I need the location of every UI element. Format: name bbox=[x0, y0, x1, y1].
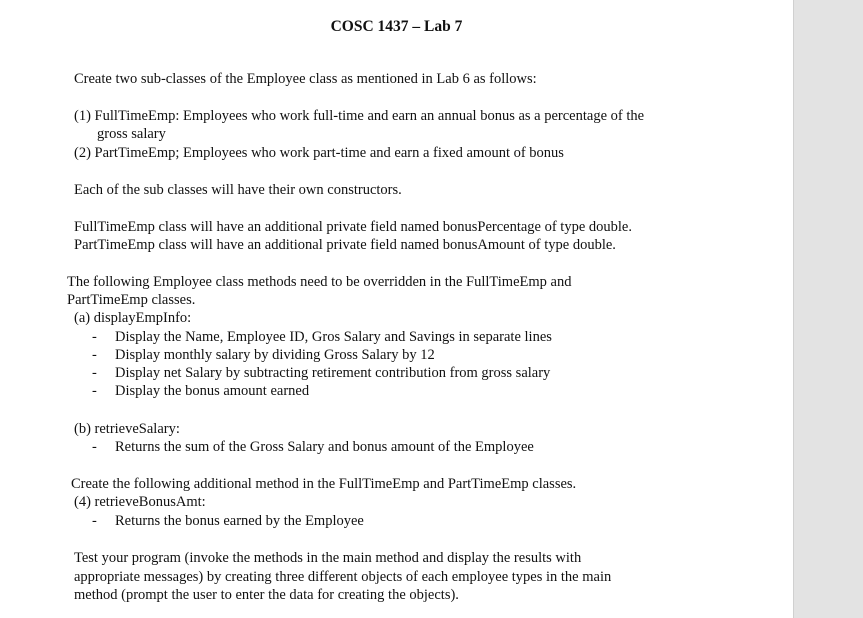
field-parttime: PartTimeEmp class will have an additional private field named bonusAmount of type double. bbox=[74, 237, 616, 253]
method-4-label: (4) retrieveBonusAmt: bbox=[74, 494, 206, 510]
bullet-dash: - bbox=[92, 365, 97, 381]
override-intro-line2: PartTimeEmp classes. bbox=[67, 292, 196, 308]
method-a-bullet-3: Display net Salary by subtracting retirement contribution from gross salary bbox=[115, 365, 551, 381]
field-fulltime: FullTimeEmp class will have an additional private field named bonusPercentage of type double. bbox=[74, 219, 632, 235]
page-title: COSC 1437 – Lab 7 bbox=[330, 18, 463, 35]
bullet-dash: - bbox=[92, 347, 97, 363]
subclass-1-line1: (1) FullTimeEmp: Employees who work full-time and earn an annual bonus as a percentage of the bbox=[74, 108, 645, 124]
method-a-bullet-4: Display the bonus amount earned bbox=[115, 383, 310, 399]
bullet-dash: - bbox=[92, 383, 97, 399]
method-a-bullet-1: Display the Name, Employee ID, Gros Salary and Savings in separate lines bbox=[115, 329, 552, 345]
bullet-dash: - bbox=[92, 329, 97, 345]
subclass-1-line2: gross salary bbox=[97, 126, 166, 142]
intro-text: Create two sub-classes of the Employee class as mentioned in Lab 6 as follows: bbox=[74, 71, 537, 87]
subclass-2: (2) PartTimeEmp; Employees who work part-time and earn a fixed amount of bonus bbox=[74, 145, 564, 161]
method-4-bullet-1: Returns the bonus earned by the Employee bbox=[115, 513, 364, 529]
viewer-gutter bbox=[793, 0, 863, 618]
bullet-dash: - bbox=[92, 439, 97, 455]
method-a-bullet-2: Display monthly salary by dividing Gross Salary by 12 bbox=[115, 347, 435, 363]
bullet-dash: - bbox=[92, 513, 97, 529]
test-paragraph-line3: method (prompt the user to enter the data for creating the objects). bbox=[74, 587, 459, 603]
method-a-label: (a) displayEmpInfo: bbox=[74, 310, 192, 326]
test-paragraph-line2: appropriate messages) by creating three different objects of each employee types in the main bbox=[74, 569, 612, 585]
method-b-label: (b) retrieveSalary: bbox=[74, 421, 180, 437]
additional-intro: Create the following additional method in the FullTimeEmp and PartTimeEmp classes. bbox=[71, 476, 577, 492]
test-paragraph-line1: Test your program (invoke the methods in the main method and display the results with bbox=[74, 550, 582, 566]
method-b-bullet-1: Returns the sum of the Gross Salary and bonus amount of the Employee bbox=[115, 439, 534, 455]
override-intro-line1: The following Employee class methods need to be overridden in the FullTimeEmp and bbox=[67, 274, 572, 290]
constructors-text: Each of the sub classes will have their own constructors. bbox=[74, 182, 402, 198]
